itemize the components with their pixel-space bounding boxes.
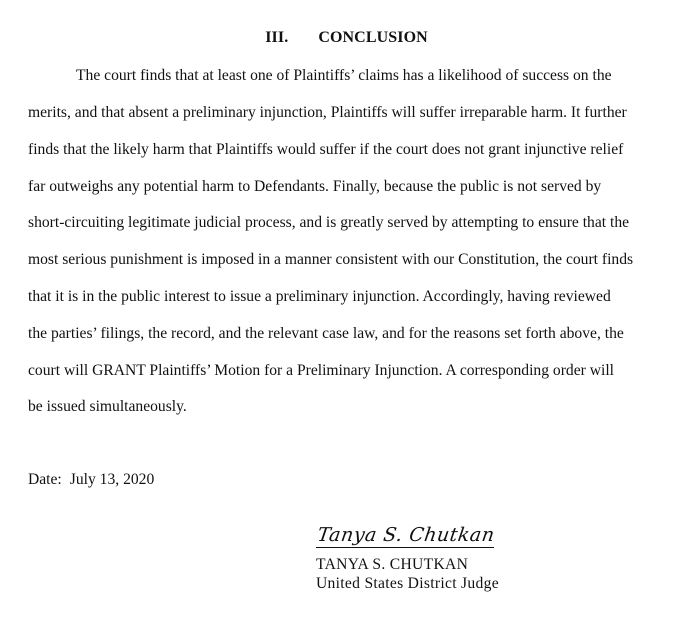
date-label: Date:	[28, 471, 62, 488]
paragraph-line: short-circuiting legitimate judicial process, and is greatly served by attempting to ensure that the	[28, 214, 630, 231]
signature-line	[316, 547, 494, 548]
paragraph-line: The court finds that at least one of Plaintiffs’ claims has a likelihood of success on the	[76, 67, 612, 84]
section-heading	[0, 29, 693, 47]
paragraph-line: court will GRANT Plaintiffs’ Motion for a Preliminary Injunction. A corresponding order will	[28, 362, 614, 379]
paragraph-line: that it is in the public interest to issue a preliminary injunction. Accordingly, having reviewed	[28, 288, 611, 305]
signature-block	[316, 524, 499, 592]
section-number: III.	[265, 29, 289, 46]
paragraph-line: be issued simultaneously.	[28, 398, 187, 415]
handwritten-signature: Tanya S. Chutkan	[316, 524, 497, 546]
section-title: CONCLUSION	[318, 29, 428, 46]
paragraph-line: finds that the likely harm that Plaintiffs would suffer if the court does not grant injunctive relief	[28, 141, 624, 158]
paragraph-line: far outweighs any potential harm to Defendants. Finally, because the public is not served by	[28, 178, 602, 195]
paragraph-line: most serious punishment is imposed in a manner consistent with our Constitution, the court finds	[28, 251, 634, 268]
date-line	[28, 471, 154, 489]
judge-title: United States District Judge	[316, 575, 499, 592]
date-value: July 13, 2020	[69, 471, 155, 488]
paragraph-line: merits, and that absent a preliminary injunction, Plaintiffs will suffer irreparable harm. It further	[28, 104, 627, 121]
judge-name: TANYA S. CHUTKAN	[316, 556, 469, 573]
paragraph-line: the parties’ filings, the record, and the relevant case law, and for the reasons set forth above, the	[28, 325, 624, 342]
